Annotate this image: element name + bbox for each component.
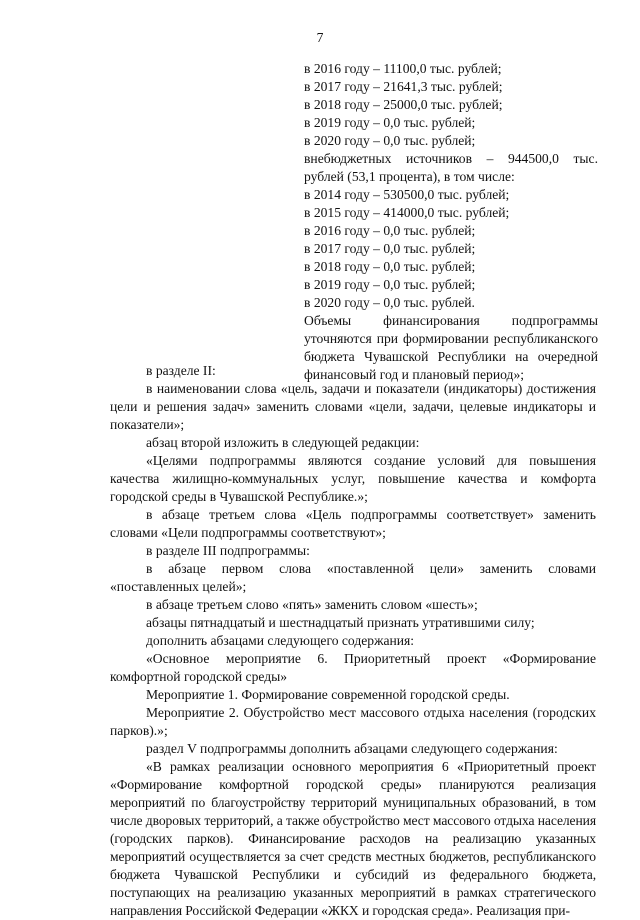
paragraph: в абзаце третьем слова «Цель подпрограммы соответствует» заменить словами «Цели подпрограммы соответствуют»; <box>110 507 596 540</box>
extrabudget-line: внебюджетных источников – 944500,0 тыс. <box>304 151 598 166</box>
financing-line: в 2015 году – 414000,0 тыс. рублей; <box>304 205 510 220</box>
paragraph: в разделе II: <box>146 363 216 378</box>
paragraph: в абзаце третьем слово «пять» заменить словом «шесть»; <box>146 597 478 612</box>
financing-line: в 2018 году – 25000,0 тыс. рублей; <box>304 97 503 112</box>
amendment-text <box>110 362 596 920</box>
financing-line: в 2014 году – 530500,0 тыс. рублей; <box>304 187 510 202</box>
financing-closing-note: Объемы финансирования подпрограммы уточняются при формировании республиканского бюджета Чувашской Республики на очередной финансовый год и плановый период»; <box>304 313 598 382</box>
financing-line: в 2018 году – 0,0 тыс. рублей; <box>304 259 476 274</box>
extrabudget-line: рублей (53,1 процента), в том числе: <box>304 169 515 184</box>
financing-line: в 2019 году – 0,0 тыс. рублей; <box>304 115 476 130</box>
paragraph: раздел V подпрограммы дополнить абзацами следующего содержания: <box>146 741 558 756</box>
paragraph: «Целями подпрограммы являются создание условий для повышения качества жилищно-коммунальных услуг, повышение качества и комфорта городской среды в Чувашской Республике.»; <box>110 453 596 504</box>
paragraph: абзацы пятнадцатый и шестнадцатый признать утратившими силу; <box>146 615 535 630</box>
financing-line: в 2017 году – 21641,3 тыс. рублей; <box>304 79 503 94</box>
financing-line: в 2020 году – 0,0 тыс. рублей. <box>304 295 475 310</box>
paragraph: «В рамках реализации основного мероприятия 6 «Приоритетный проект «Формирование комфортной городской среды» планируются реализация мероприятий по благоустройству территорий муниципальных образований, в том числе дворовых территорий, а также обустройство мест массового отдыха населения (городских парков). Финансирование расходов на реализацию указанных мероприятий осуществляется за счет средств местных бюджетов, республиканского бюджета Чувашской Республики и субсидий из федерального бюджета, поступающих на реализацию указанных мероприятий в рамках стратегического направления Российской Федерации «ЖКХ и городская среда». Реализация при- <box>110 759 596 918</box>
paragraph: Мероприятие 1. Формирование современной городской среды. <box>146 687 510 702</box>
financing-line: в 2016 году – 11100,0 тыс. рублей; <box>304 61 502 76</box>
paragraph: абзац второй изложить в следующей редакции: <box>146 435 420 450</box>
paragraph: Мероприятие 2. Обустройство мест массового отдыха населения (городских парков).»; <box>110 705 596 738</box>
financing-column <box>304 60 598 384</box>
paragraph: в наименовании слова «цель, задачи и показатели (индикаторы) достижения цели и решения задач» заменить словами «цели, задачи, целевые индикаторы и показатели»; <box>110 381 596 432</box>
financing-line: в 2017 году – 0,0 тыс. рублей; <box>304 241 476 256</box>
financing-line: в 2020 году – 0,0 тыс. рублей; <box>304 133 476 148</box>
paragraph: дополнить абзацами следующего содержания: <box>146 633 415 648</box>
financing-line: в 2016 году – 0,0 тыс. рублей; <box>304 223 476 238</box>
page-number: 7 <box>316 30 324 45</box>
paragraph: в абзаце первом слова «поставленной цели» заменить словами «поставленных целей»; <box>110 561 596 594</box>
financing-line: в 2019 году – 0,0 тыс. рублей; <box>304 277 476 292</box>
paragraph: «Основное мероприятие 6. Приоритетный проект «Формирование комфортной городской среды» <box>110 651 596 684</box>
paragraph: в разделе III подпрограммы: <box>146 543 310 558</box>
